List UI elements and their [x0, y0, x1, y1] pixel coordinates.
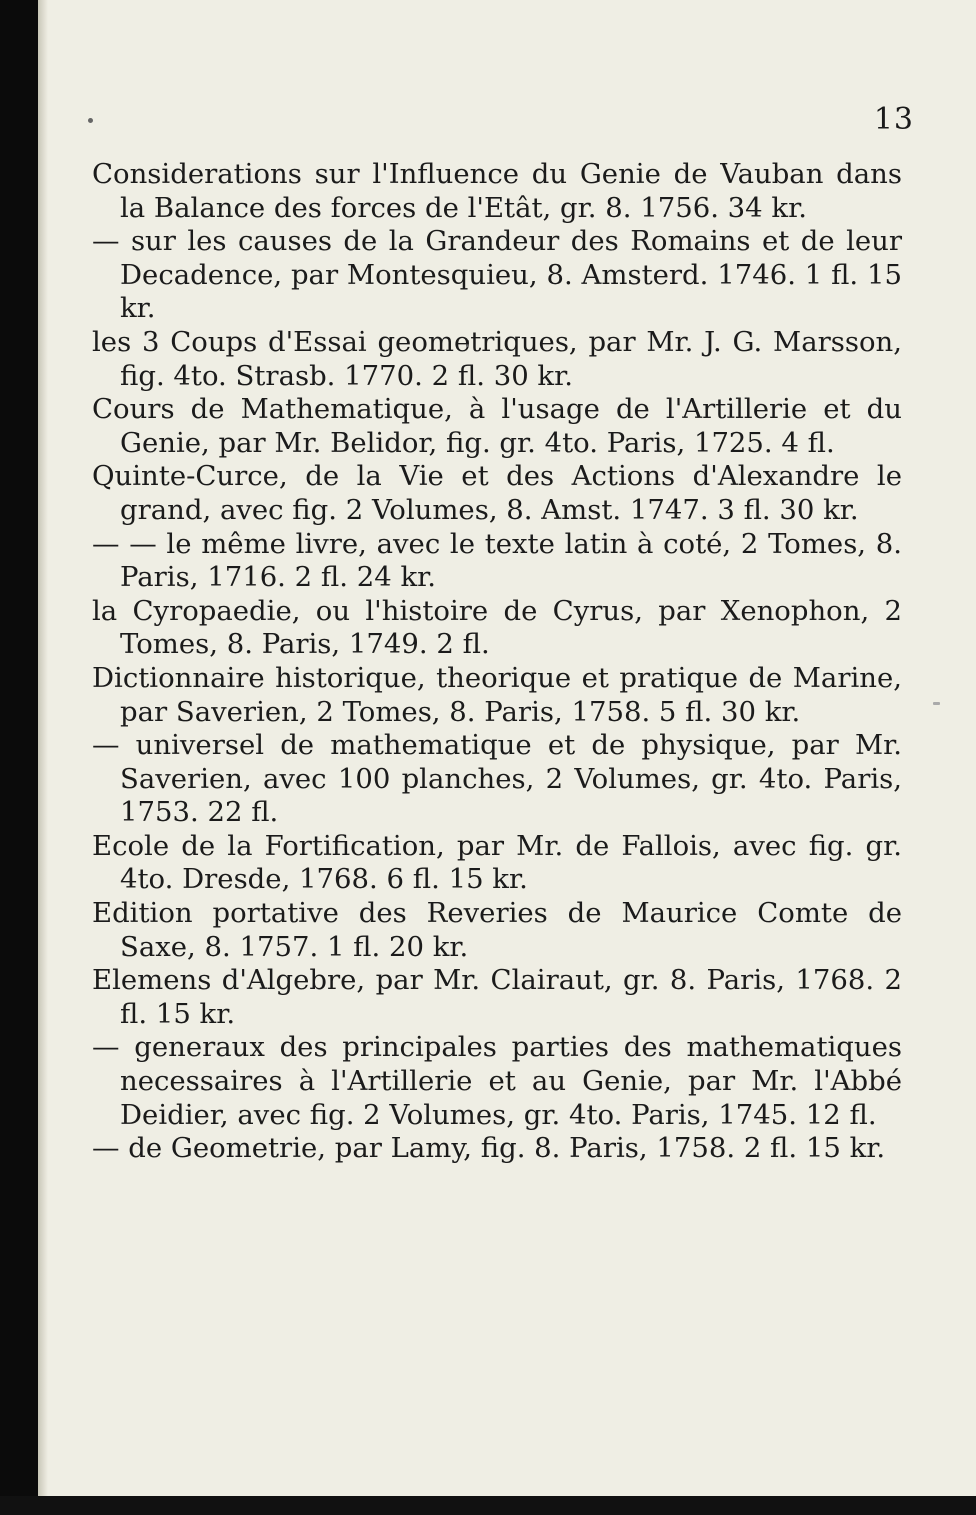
- catalog-entry: Elemens d'Algebre, par Mr. Clairaut, gr. 8. Paris, 1768. 2 fl. 15 kr.: [92, 964, 902, 1030]
- catalog-entry: Ecole de la Fortification, par Mr. de Fallois, avec fig. gr. 4to. Dresde, 1768. 6 fl. 15 kr.: [92, 829, 902, 896]
- catalog-entry: — de Geometrie, par Lamy, fig. 8. Paris, 1758. 2 fl. 15 kr.: [92, 1132, 886, 1165]
- page-number: 13: [873, 102, 914, 137]
- catalog-entry: — generaux des principales parties des mathematiques necessaires à l'Artillerie et au Genie, par Mr. l'Abbé Deidier, avec fig. 2 Volumes, gr. 4to. Paris, 1745. 12 fl.: [92, 1031, 902, 1131]
- catalog-entry: — — le même livre, avec le texte latin à coté, 2 Tomes, 8. Paris, 1716. 2 fl. 24 kr.: [92, 527, 902, 594]
- scan-bottom-edge: [0, 1496, 976, 1515]
- catalog-entry: Considerations sur l'Influence du Genie de Vauban dans la Balance des forces de l'Etât, gr. 8. 1756. 34 kr.: [92, 158, 902, 224]
- catalog-entries: [92, 158, 902, 1166]
- stray-mark: [88, 118, 93, 123]
- catalog-entry: Dictionnaire historique, theorique et pratique de Marine, par Saverien, 2 Tomes, 8. Paris, 1758. 5 fl. 30 kr.: [92, 661, 902, 728]
- catalog-entry: — sur les causes de la Grandeur des Romains et de leur Decadence, par Montesquieu, 8. Amsterd. 1746. 1 fl. 15 kr.: [92, 225, 902, 325]
- catalog-entry: la Cyropaedie, ou l'histoire de Cyrus, par Xenophon, 2 Tomes, 8. Paris, 1749. 2 fl.: [92, 594, 902, 661]
- catalog-entry: Cours de Mathematique, à l'usage de l'Artillerie et du Genie, par Mr. Belidor, fig. gr. 4to. Paris, 1725. 4 fl.: [92, 393, 902, 459]
- book-page: [38, 0, 976, 1496]
- catalog-entry: les 3 Coups d'Essai geometriques, par Mr. J. G. Marsson, fig. 4to. Strasb. 1770. 2 fl. 30 kr.: [92, 325, 902, 392]
- catalog-entry: Quinte-Curce, de la Vie et des Actions d'Alexandre le grand, avec fig. 2 Volumes, 8. Amst. 1747. 3 fl. 30 kr.: [92, 460, 902, 526]
- catalog-entry: Edition portative des Reveries de Maurice Comte de Saxe, 8. 1757. 1 fl. 20 kr.: [92, 897, 902, 963]
- catalog-entry: — universel de mathematique et de physique, par Mr. Saverien, avec 100 planches, 2 Volumes, gr. 4to. Paris, 1753. 22 fl.: [92, 729, 902, 829]
- stray-mark: [933, 702, 940, 705]
